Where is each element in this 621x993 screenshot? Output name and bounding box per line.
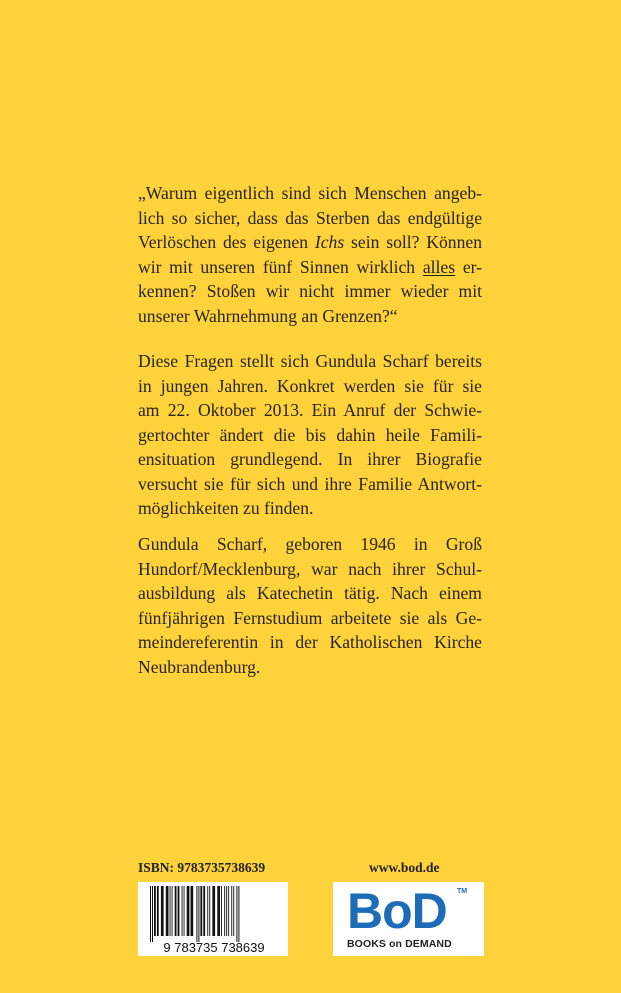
barcode-bar [191,886,194,936]
barcode-bar [172,886,173,936]
barcode-digits: 9 783735 738639 [163,940,265,955]
barcode-bar [224,886,225,936]
bio-line: Hundorf/Mecklenburg, war nach ihrer Schul- [138,558,482,579]
barcode-bar [200,886,202,936]
barcode-bar [175,886,177,936]
quote-line: lich so sicher, dass das Sterben das endgültige [138,207,482,228]
quote-paragraph [138,181,482,328]
barcode-bar [187,886,190,936]
description-paragraph [138,349,482,521]
description-line: möglichkeiten zu finden. [138,498,314,518]
bod-logo-word: BoD [347,883,447,939]
barcode-bar [198,886,199,942]
barcode-bar [152,886,153,942]
isbn-barcode [138,882,288,956]
barcode-bar [226,886,227,936]
quote-line: wir mit unseren fünf Sinnen wirklich alles er- [138,256,482,277]
barcode-bar [203,886,205,936]
barcode-bar [178,886,180,936]
barcode-bar [221,886,222,936]
barcode-bar [184,886,185,936]
barcode-bar [217,886,220,936]
barcode-bar [196,886,197,942]
description-line: am 22. Oktober 2013. Ein Anruf der Schwie- [138,400,482,420]
description-line: gertochter ändert die bis dahin heile Famili- [138,424,482,445]
description-line: in jungen Jahren. Konkret werden sie für sie [138,375,482,396]
author-bio-paragraph [138,532,482,679]
bio-line: Neubrandenburg. [138,656,261,677]
barcode-bar [166,886,169,936]
quote-line: unserer Wahrnehmung an Grenzen?“ [138,305,398,326]
underlined-alles: alles [422,256,456,277]
barcode-bar [157,886,159,936]
description-line: ensituation grundlegend. In ihrer Biografie [138,449,482,469]
barcode-bar [207,886,208,936]
barcode-bar [236,886,237,942]
barcode-bar [209,886,210,936]
barcode-bar [182,886,183,936]
barcode-bar [150,886,151,942]
quote-line: Verlöschen des eigenen Ichs sein soll? Können [138,232,482,252]
barcode-icon [138,882,288,956]
bio-line: meindereferentin in der Katholischen Kirche [138,632,482,652]
isbn-label: ISBN: 9783735738639 [138,860,266,875]
description-line: Diese Fragen stellt sich Gundula Scharf bereits [138,351,482,371]
publisher-website: www.bod.de [369,860,440,875]
barcode-bar [161,886,164,936]
bod-logo-tagline: BOOKS on DEMAND [347,938,452,950]
description-line: versucht sie für sich und ihre Familie Antwort- [138,473,482,494]
italic-ichs: Ichs [314,232,345,252]
quote-line: „Warum eigentlich sind sich Menschen angeb- [138,183,482,203]
bod-logo [333,882,484,956]
quote-line: kennen? Stoßen wir nicht immer wieder mit [138,281,482,301]
barcode-bar [154,886,156,936]
barcode-bar [170,886,171,936]
barcode-bar [233,886,234,936]
barcode-bar [228,886,229,936]
barcode-bar [238,886,239,942]
bod-logo-tm: TM [457,888,468,895]
barcode-bar [212,886,215,936]
bio-line: ausbildung als Katechetin tätig. Nach einem [138,583,482,603]
barcode-bar [231,886,232,936]
bio-line: fünfjährigen Fernstudium arbeitete sie als Ge- [138,607,482,628]
bio-line: Gundula Scharf, geboren 1946 in Groß [138,534,482,554]
